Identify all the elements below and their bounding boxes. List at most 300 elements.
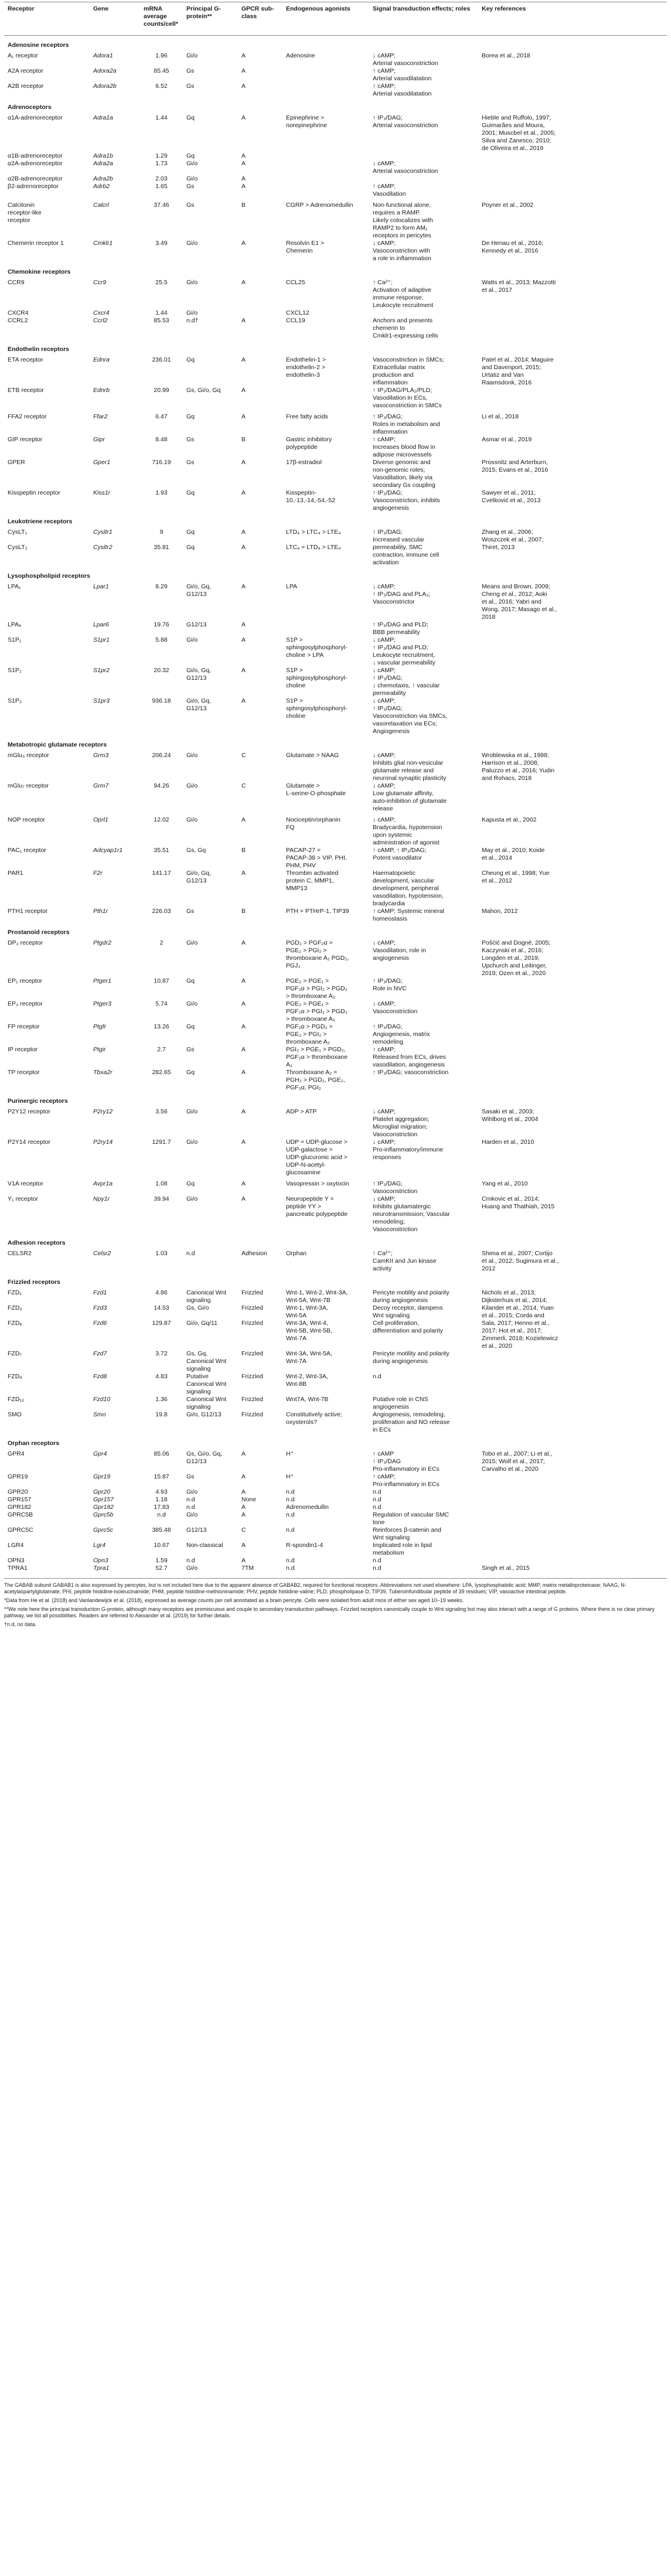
cell-gene: Avpr1a xyxy=(93,1180,113,1187)
cell-agonists xyxy=(282,160,369,175)
cell-agonists: Wnt-2, Wnt-3A, Wnt-8B xyxy=(286,1373,328,1388)
cell-receptor: CysLT₂ xyxy=(8,544,28,551)
cell-signal: Cell proliferation, differentiation and polarity xyxy=(373,1320,444,1334)
cell-agonists: LTD₄ > LTC₄ > LTE₄ xyxy=(286,529,341,536)
cell-agonists xyxy=(282,387,369,410)
cell-mrna: 52.7 xyxy=(155,1565,168,1572)
cell-agonists: Nociceptin/orphanin FQ xyxy=(286,816,340,831)
section-title: Chemokine receptors xyxy=(8,268,71,275)
cell-gprotein: Putative Canonical Wnt signaling xyxy=(186,1373,227,1395)
cell-signal: permeability, SMC contraction, immune cell activation xyxy=(373,544,440,566)
cell-gpcr: A xyxy=(241,183,246,190)
cell-agonists: Wnt-1, Wnt-2, Wnt-3A, Wnt-5A, Wnt-7B xyxy=(286,1289,348,1304)
table-row xyxy=(4,202,667,240)
cell-refs xyxy=(478,621,667,636)
cell-refs xyxy=(478,1511,667,1526)
cell-mrna: 206.24 xyxy=(152,752,171,759)
cell-gprotein: Gi/o xyxy=(186,160,198,167)
cell-gene: Adcyap1r1 xyxy=(93,847,123,854)
cell-receptor: S1P₁ xyxy=(8,636,22,643)
cell-agonists xyxy=(282,67,369,83)
cell-gpcr xyxy=(238,309,282,317)
cell-signal: ↓ cAMP; Bradycardia, hypotension upon systemic administration of agonist xyxy=(373,816,442,846)
cell-receptor: TPRA1 xyxy=(8,1565,28,1572)
cell-signal: ↑ cAMP; Increases blood flow in adipose microvessels xyxy=(373,436,435,458)
cell-receptor: OPN3 xyxy=(8,1557,25,1564)
cell-gpcr: A xyxy=(241,529,246,536)
cell-mrna: 4.93 xyxy=(155,1488,168,1495)
cell-gprotein: Gs xyxy=(186,67,195,74)
cell-mrna: 14.53 xyxy=(154,1304,169,1311)
cell-agonists: Vasopressin > oxytocin xyxy=(286,1180,349,1187)
cell-gene: Adra2b xyxy=(93,175,113,182)
cell-gpcr: Frizzled xyxy=(241,1396,263,1403)
cell-refs xyxy=(478,83,667,98)
cell-gene: Ednra xyxy=(93,356,110,363)
cell-refs xyxy=(478,1526,667,1542)
cell-gprotein: G12/13 xyxy=(186,1526,207,1534)
cell-agonists: LTC₄ = LTD₄ > LTE₄ xyxy=(286,544,341,551)
cell-signal: Diverse genomic and non-genomic roles; Vasodilation, likely via secondary Gs coupling xyxy=(373,459,435,489)
cell-gprotein: n.d† xyxy=(186,317,199,324)
cell-refs: Nichols et al., 2013; Dijksterhuis et al., 2014; xyxy=(482,1289,548,1304)
cell-refs xyxy=(478,1350,667,1373)
cell-gpcr: A xyxy=(241,1180,246,1187)
cell-mrna: 10.67 xyxy=(154,1542,169,1549)
cell-agonists: 17β-estradiol xyxy=(286,459,322,466)
cell-agonists: UDP = UDP-glucose > UDP-galactose > UDP-glucuronic acid > UDP-N-acetyl- glucosamine xyxy=(286,1139,348,1176)
table-row xyxy=(4,309,667,317)
cell-gpcr: A xyxy=(241,1108,246,1115)
cell-agonists: Resolvin E1 > Chemerin xyxy=(286,240,325,254)
cell-agonists: PGF₂α > PGD₂ > PGE₂ > PGI₂ > thromboxane A₂ xyxy=(286,1023,333,1045)
cell-refs xyxy=(478,1504,667,1511)
cell-mrna: 1291.7 xyxy=(152,1139,171,1146)
cell-agonists: Epinephrine > norepinephrine xyxy=(286,114,328,129)
cell-mrna: 1.08 xyxy=(155,1180,168,1187)
cell-gprotein: Gs xyxy=(186,183,195,190)
table-row xyxy=(4,67,667,83)
section-header-row xyxy=(4,1092,667,1108)
cell-refs: Prossnitz and Arterburn, 2015; Evans et al., 2016 xyxy=(482,459,549,473)
cell-mrna: 936.18 xyxy=(152,697,171,704)
table-row xyxy=(4,152,667,160)
cell-gene: Adra1b xyxy=(93,152,113,159)
table-row xyxy=(4,356,667,387)
cell-gpcr: A xyxy=(241,175,246,182)
cell-gpcr: A xyxy=(241,977,246,984)
cell-receptor: FZD₇ xyxy=(8,1350,22,1357)
cell-refs xyxy=(478,1023,667,1046)
cell-gpcr: A xyxy=(241,413,246,420)
cell-gene: Adra1a xyxy=(93,114,113,121)
table-row xyxy=(4,583,667,621)
cell-refs: Singh et al., 2015 xyxy=(482,1565,530,1572)
section-title: Lysophospholipid receptors xyxy=(8,573,90,580)
cell-gprotein: Gq xyxy=(186,1023,195,1030)
cell-agonists: Kisspeptin- 10,-13,-14,-54,-52 xyxy=(286,489,336,504)
cell-refs xyxy=(478,309,667,317)
cell-receptor: α1A-adrenoreceptor xyxy=(8,114,63,121)
cell-refs xyxy=(478,317,667,340)
cell-mrna: 141.17 xyxy=(152,870,171,877)
cell-gene: Adora2b xyxy=(93,83,117,90)
cell-gpcr: A xyxy=(241,667,246,674)
cell-gpcr: A xyxy=(241,636,246,643)
cell-signal: ↑ IP₃/DAG; Angiogenesis, matrix remodeling xyxy=(373,1023,430,1045)
table-row xyxy=(4,240,667,263)
cell-signal: Haematopoietic development, vascular development, peripheral vasodilation, hypotension, bradycardia xyxy=(373,870,444,907)
table-row xyxy=(4,816,667,847)
cell-signal: n.d xyxy=(373,1373,382,1380)
cell-receptor: A2B receptor xyxy=(8,83,44,90)
cell-refs xyxy=(478,152,667,160)
cell-refs xyxy=(478,697,667,735)
cell-refs xyxy=(478,1000,667,1023)
cell-refs xyxy=(478,1411,667,1434)
cell-gene: Pth1r xyxy=(93,908,108,915)
cell-gpcr: A xyxy=(241,240,246,247)
cell-gpcr: B xyxy=(241,847,246,854)
cell-gpcr: A xyxy=(241,459,246,466)
cell-signal: ↑ cAMP; Vasodilation xyxy=(373,183,406,197)
cell-signal: ↓ cAMP; Platelet aggregation; Microglial migration; Vasoconstriction xyxy=(373,1108,430,1138)
cell-mrna: 4.86 xyxy=(155,1289,168,1296)
cell-gpcr: A xyxy=(241,1488,246,1495)
cell-gprotein: Gs, Gi/o xyxy=(186,1304,209,1311)
cell-mrna: 1.29 xyxy=(155,152,168,159)
table-row xyxy=(4,1542,667,1557)
cell-gene: Fzd1 xyxy=(93,1289,107,1296)
cell-gene: Cxcr4 xyxy=(93,309,110,316)
cell-signal: ↑ IP₃/DAG; Vasoconstriction, inhibits angiogenesis xyxy=(373,489,440,512)
cell-mrna: 19.76 xyxy=(154,621,169,628)
header-gprotein: Principal G-protein** xyxy=(183,2,238,36)
cell-mrna: 6.52 xyxy=(155,83,168,90)
cell-mrna: 35.81 xyxy=(154,544,169,551)
cell-receptor: S1P₃ xyxy=(8,697,22,704)
cell-signal: ↓ cAMP; ↑ IP₃/DAG and PLD; Leukocyte recruitment, ↓ vascular permeability xyxy=(373,636,435,666)
cell-agonists xyxy=(282,621,369,636)
cell-refs: Wroblewska et al., 1998; Harrison et al., 2008; Paluzzo et al., 2016; Yudin and Rohacs, 2018 xyxy=(482,752,555,782)
cell-gene: Gpr157 xyxy=(93,1496,114,1503)
cell-mrna: 1.03 xyxy=(155,1250,168,1257)
cell-gpcr: Frizzled xyxy=(241,1373,263,1380)
cell-signal: ↓ cAMP; Low glutamate affinity, auto-inhibition of glutamate release xyxy=(373,782,447,812)
cell-gprotein: Gq xyxy=(186,114,195,121)
table-row xyxy=(4,52,667,67)
cell-gprotein: Gi/o xyxy=(186,782,198,789)
cell-refs xyxy=(478,183,667,198)
cell-signal: ↑ IP₃/DAG; Increased vascular xyxy=(373,529,425,543)
section-header-row xyxy=(4,36,667,53)
cell-mrna: 1.96 xyxy=(155,52,168,59)
cell-gprotein: n.d xyxy=(186,1557,195,1564)
cell-receptor: SMO xyxy=(8,1411,22,1418)
cell-gprotein: Canonical Wnt signaling xyxy=(186,1396,227,1410)
cell-agonists: Constitutively active; oxysterols? xyxy=(286,1411,342,1426)
cell-agonists: n.d xyxy=(286,1511,295,1518)
cell-agonists xyxy=(282,83,369,98)
cell-gpcr: A xyxy=(241,1195,246,1202)
cell-agonists: n.d xyxy=(286,1526,295,1534)
cell-receptor: CysLT₁ xyxy=(8,529,28,536)
cell-receptor: GPRC5B xyxy=(8,1511,33,1518)
footnote: The GABAB subunit GABAB1 is also expressed by pericytes, but is not included here due to the apparent absence of GABAB2, required for functional receptors. Abbreviations not used elsewhere: LPA, lysophosphatidic acid; MMP, matrix metalloproteinase; NAAG, N-acetylaspartylglutamate; PHI, peptide histidine-isoleucinamide; PHM, peptide histidine-methioninamide; PHV, peptide histidine-valine; PLD, phospholipase D; TIP39, Tuberoinfundibular peptide of 39 residues; VIP, vasoactive intestinal peptide. xyxy=(4,1582,626,1594)
cell-mrna: 10.87 xyxy=(154,977,169,984)
cell-refs: Asmar et al., 2019 xyxy=(482,436,532,443)
cell-gprotein: Gs, Gq xyxy=(186,847,206,854)
cell-gpcr: A xyxy=(241,317,246,324)
table-row xyxy=(4,1565,667,1572)
cell-agonists: Adenosine xyxy=(286,52,315,59)
cell-mrna: 12.02 xyxy=(154,816,169,823)
cell-gpcr: A xyxy=(241,356,246,363)
cell-mrna: 1.18 xyxy=(155,1496,168,1503)
cell-mrna: 37.46 xyxy=(154,202,169,209)
cell-refs: Thiret, 2013 xyxy=(482,544,515,551)
table-row xyxy=(4,1023,667,1046)
cell-mrna: 25.5 xyxy=(155,279,168,286)
cell-receptor: A2A receptor xyxy=(8,67,43,74)
cell-signal: ↑ IP₃/DAG; Roles in metabolism and inflammation xyxy=(373,413,440,435)
cell-signal: n.d xyxy=(373,1488,382,1495)
cell-mrna: 1.73 xyxy=(155,160,168,167)
table-row xyxy=(4,1526,667,1542)
cell-mrna: 85.45 xyxy=(154,67,169,74)
cell-gprotein: Gq xyxy=(186,1069,195,1076)
cell-gpcr: A xyxy=(241,583,246,590)
cell-gprotein: Gi/o xyxy=(186,636,198,643)
cell-mrna: 20.32 xyxy=(154,667,169,674)
cell-mrna: 13.26 xyxy=(154,1023,169,1030)
header-refs: Key references xyxy=(478,2,667,36)
cell-receptor: PAC₁ receptor xyxy=(8,847,46,854)
cell-signal: ↓ cAMP; ↑ IP₃/DAG and PLA₂; Vasoconstrictor xyxy=(373,583,431,605)
cell-mrna: 17.83 xyxy=(154,1504,169,1511)
table-row xyxy=(4,1320,667,1350)
cell-agonists: Orphan xyxy=(286,1250,307,1257)
section-title: Adhesion receptors xyxy=(8,1239,66,1246)
cell-refs xyxy=(478,782,667,813)
cell-receptor: A₁ receptor xyxy=(8,52,38,59)
table-row xyxy=(4,413,667,436)
cell-gprotein: Gs xyxy=(186,459,195,466)
cell-agonists xyxy=(282,152,369,160)
cell-refs xyxy=(478,67,667,83)
cell-gene: S1pr3 xyxy=(93,697,110,704)
table-row xyxy=(4,870,667,908)
cell-gene: S1pr2 xyxy=(93,667,110,674)
cell-signal: ↑ IP₃/DAG and PLD; BBB permeability xyxy=(373,621,428,636)
cell-mrna: 1.44 xyxy=(155,309,168,316)
cell-mrna: 19.8 xyxy=(155,1411,168,1418)
cell-gene: Ednrb xyxy=(93,387,110,394)
section-header-row xyxy=(4,512,667,529)
cell-gpcr: Adhesion xyxy=(241,1250,267,1257)
cell-mrna: 5.74 xyxy=(155,1000,168,1007)
cell-gene: Npy1r xyxy=(93,1195,110,1202)
cell-gprotein: Gi/o xyxy=(186,1139,198,1146)
cell-gene: Fzd3 xyxy=(93,1304,107,1311)
table-row xyxy=(4,529,667,544)
cell-refs: Hieble and Ruffolo, 1997; Guimarães and Moura, 2001; Muscbel et al., 2005; Silva and Zanesco, 2010; de Oliveira et al., 2019 xyxy=(482,114,556,152)
cell-gprotein: Gq xyxy=(186,1180,195,1187)
cell-mrna: 3.56 xyxy=(155,1108,168,1115)
cell-gprotein: Gi/o, Gq, G12/13 xyxy=(186,667,212,682)
cell-refs: Patel et al., 2014; Maguire and Davenport, 2015; Urtatiz and Van Raamsdonk, 2016 xyxy=(482,356,554,386)
cell-gpcr: A xyxy=(241,1139,246,1146)
cell-gene: Ptgir xyxy=(93,1046,106,1053)
section-header-row xyxy=(4,1234,667,1250)
cell-refs xyxy=(478,977,667,1000)
cell-gene: Tpra1 xyxy=(93,1565,110,1572)
cell-refs: Pošćić and Dogné, 2005; Kaczynski et al., 2016; Longden et al., 2019; Upchurch and Leitinger, 2019; Ozen et al., 2020 xyxy=(482,939,551,977)
cell-agonists: Gastric inhibitory polypeptide xyxy=(286,436,332,451)
cell-signal: n.d xyxy=(373,1565,382,1572)
cell-signal: Pericyte motility and polarity during angiogenesis xyxy=(373,1289,449,1304)
cell-signal: Regulation of vascular SMC tone xyxy=(373,1511,449,1526)
footnote: *Data from He et al. (2018) and Vanlandewijck et al. (2018), expressed as average counts per cell annotated as a brain pericyte. Cells were isolated from adult mice of either sex aged 10–19 weeks. xyxy=(4,1597,464,1603)
cell-gprotein: Gi/o, Gq/11 xyxy=(186,1320,217,1327)
cell-gene: Lpar1 xyxy=(93,583,109,590)
cell-mrna: 3.49 xyxy=(155,240,168,247)
cell-refs xyxy=(478,175,667,183)
cell-refs xyxy=(478,1473,667,1488)
cell-mrna: 4.83 xyxy=(155,1373,168,1380)
header-mrna: mRNA average counts/cell* xyxy=(140,2,183,36)
cell-receptor: GPR182 xyxy=(8,1504,32,1511)
cell-agonists: CXCL12 xyxy=(286,309,309,316)
section-header-row xyxy=(4,923,667,939)
cell-mrna: 39.94 xyxy=(154,1195,169,1202)
cell-refs: Mahon, 2012 xyxy=(482,908,518,915)
cell-signal: ↑ IP₃/DAG; vasoconstriction xyxy=(373,1069,449,1076)
cell-gene: Gipr xyxy=(93,436,105,443)
cell-gene: Cysltr1 xyxy=(93,529,113,536)
cell-refs: Sawyer et al., 2011; Cvetković et al., 2013 xyxy=(482,489,541,504)
cell-gprotein: Gs xyxy=(186,83,195,90)
cell-receptor: DP₂ receptor xyxy=(8,939,43,946)
cell-gprotein: Gi/o xyxy=(186,175,198,182)
cell-agonists: ADP > ATP xyxy=(286,1108,317,1115)
cell-gene: Ccr9 xyxy=(93,279,107,286)
table-row xyxy=(4,1108,667,1139)
cell-gpcr: A xyxy=(241,816,246,823)
cell-agonists: Wnt-3A, Wnt-4, Wnt-5B, Wnt-5B, Wnt-7A xyxy=(286,1320,332,1342)
cell-refs: Borea et al., 2018 xyxy=(482,52,530,59)
cell-mrna: 2.03 xyxy=(155,175,168,182)
cell-receptor: GPER xyxy=(8,459,25,466)
cell-gene: Celsr2 xyxy=(93,1250,111,1257)
cell-agonists: n.d xyxy=(286,1488,295,1495)
cell-receptor: EP₃ receptor xyxy=(8,1000,43,1007)
cell-gene: Adora2a xyxy=(93,67,117,74)
cell-refs xyxy=(478,1373,667,1396)
cell-receptor: TP receptor xyxy=(8,1069,40,1076)
cell-mrna: 8.29 xyxy=(155,583,168,590)
cell-signal: ↓ cAMP; Vasodilation, role in angiogenesis xyxy=(373,939,426,962)
table-row xyxy=(4,977,667,1000)
cell-mrna: 716.19 xyxy=(152,459,171,466)
cell-mrna: n.d xyxy=(157,1511,166,1518)
cell-agonists xyxy=(282,175,369,183)
cell-refs: Kapusta et al., 2002 xyxy=(482,816,537,823)
cell-gene: Gpr20 xyxy=(93,1488,111,1495)
cell-gprotein: Gi/o xyxy=(186,52,198,59)
cell-signal: Anchors and presents chemerin to Cmklr1-expressing cells xyxy=(373,317,438,339)
header-receptor: Receptor xyxy=(4,2,90,36)
cell-gene: P2ry12 xyxy=(93,1108,113,1115)
table-row xyxy=(4,183,667,198)
cell-agonists: S1P > sphingosylphosphoryl- choline > LPA xyxy=(286,636,348,659)
cell-refs xyxy=(478,1542,667,1557)
cell-signal: Decoy receptor, dampens Wnt signaling xyxy=(373,1304,443,1319)
cell-receptor: α2A-adrenoreceptor xyxy=(8,160,63,167)
cell-gpcr: A xyxy=(241,621,246,628)
cell-gpcr: Frizzled xyxy=(241,1350,263,1357)
section-header-row xyxy=(4,98,667,114)
cell-receptor: GPR19 xyxy=(8,1473,28,1480)
cell-signal xyxy=(369,152,478,160)
cell-agonists: Wnt7A, Wnt-7B xyxy=(286,1396,329,1403)
cell-receptor: Chemerin receptor 1 xyxy=(8,240,64,247)
cell-agonists: Thromboxane A₂ = PGH₂ > PGD₂, PGE₂, PGF₂α, PGI₂ xyxy=(286,1069,345,1091)
table-row xyxy=(4,1139,667,1177)
cell-receptor: FP receptor xyxy=(8,1023,40,1030)
table-row xyxy=(4,667,667,697)
cell-refs xyxy=(478,636,667,667)
cell-mrna: 8.48 xyxy=(155,436,168,443)
cell-signal: ↑ Ca²⁺; Activation of adaptive immune response; Leukocyte recruitment xyxy=(373,279,434,309)
table-row xyxy=(4,847,667,870)
cell-agonists: PACAP-27 = PACAP-38 > VIP, PHI, PHM, PHV xyxy=(286,847,347,869)
cell-gpcr: B xyxy=(241,908,246,915)
table-row xyxy=(4,1195,667,1234)
cell-gprotein: Gs xyxy=(186,202,195,209)
cell-mrna: 1.93 xyxy=(155,489,168,496)
table-body xyxy=(4,36,667,1573)
section-header-row xyxy=(4,263,667,279)
cell-signal: Pericyte motility and polarity during angiogenesis xyxy=(373,1350,449,1365)
cell-agonists: CGRP > Adrenomedullin xyxy=(286,202,353,209)
table-row xyxy=(4,114,667,152)
cell-receptor: Y₁ receptor xyxy=(8,1195,38,1202)
cell-gprotein: Gq xyxy=(186,152,195,159)
cell-gene: Ptgfr xyxy=(93,1023,107,1030)
cell-agonists: CCL25 xyxy=(286,279,305,286)
cell-gene: Grm7 xyxy=(93,782,109,789)
cell-refs: Cheung et al., 1998; Yue et al., 2012 xyxy=(482,870,550,884)
cell-agonists: Endothelin-1 > endothelin-2 > endothelin-3 xyxy=(286,356,326,379)
cell-agonists: Glutamate > NAAG xyxy=(286,752,339,759)
cell-gene: Lpar6 xyxy=(93,621,109,628)
cell-receptor: LGR4 xyxy=(8,1542,24,1549)
cell-receptor: ETB receptor xyxy=(8,387,44,394)
cell-gpcr: A xyxy=(241,83,246,90)
cell-refs: Sala, 2017; Henno et al., 2017; Hot et al., 2017; Zimmerli, 2018; Kozielewicz et al., 2020 xyxy=(482,1320,558,1350)
cell-refs: Means and Brown, 2009; Cheng et al., 2012; Aoki et al., 2016; Yabri and Wong, 2017; Masago et al., 2018 xyxy=(482,583,557,621)
footnote: †n.d, no data. xyxy=(4,1621,37,1627)
cell-refs: Poyner et al., 2002 xyxy=(482,202,534,209)
cell-gpcr: C xyxy=(241,1526,246,1534)
section-title: Leukotriene receptors xyxy=(8,518,73,525)
cell-receptor: mGlu₇ receptor xyxy=(8,782,49,789)
cell-mrna: 35.51 xyxy=(154,847,169,854)
cell-mrna: 94.26 xyxy=(154,782,169,789)
cell-receptor: β2-adrenoreceptor xyxy=(8,183,59,190)
cell-gpcr: A xyxy=(241,387,246,394)
